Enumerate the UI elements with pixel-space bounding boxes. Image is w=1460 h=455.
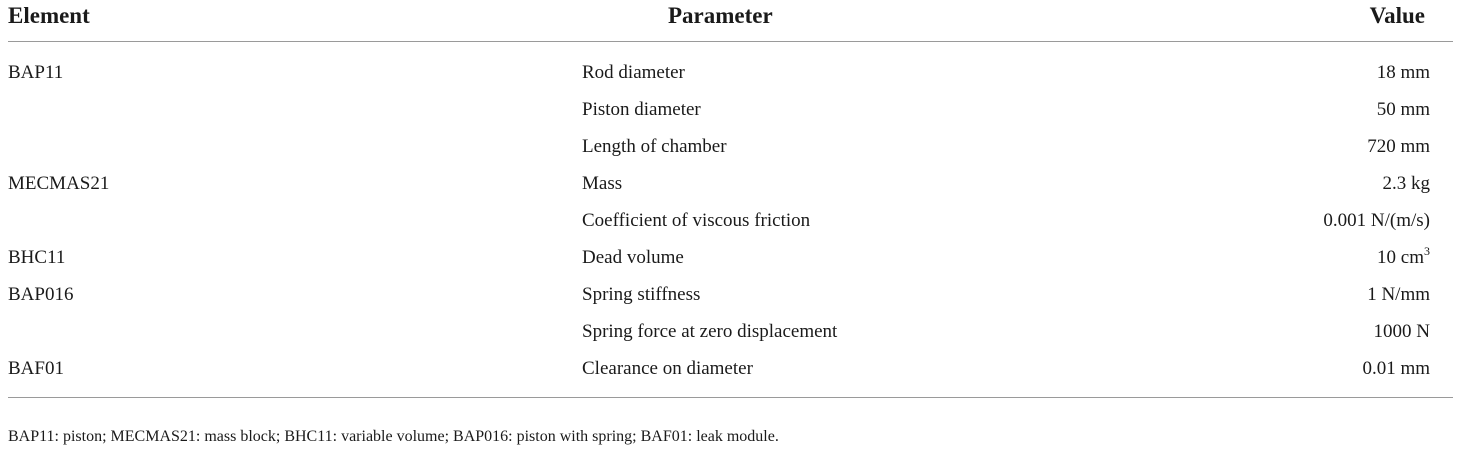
table-row [8,313,1453,350]
cell-element: BAF01 [8,350,582,398]
cell-element: MECMAS21 [8,172,110,194]
cell-element: BAP016 [8,283,74,305]
header-value: Value [1140,0,1453,42]
table-body [8,42,1453,398]
cell-parameter: Piston diameter [582,98,701,120]
cell-value: 1 N/mm [1367,283,1430,305]
cell-parameter: Dead volume [582,246,684,268]
cell-element [8,313,582,350]
cell-value: 0.01 mm [1140,350,1453,398]
cell-parameter: Spring stiffness [582,283,701,305]
cell-parameter: Spring force at zero displacement [582,320,838,342]
header-row [8,0,1453,42]
cell-parameter: Length of chamber [582,135,727,157]
parameter-table [8,0,1453,398]
table-footnote: BAP11: piston; MECMAS21: mass block; BHC11: variable volume; BAP016: piston with spring; BAF01: leak module. [8,428,779,445]
cell-element [8,91,582,128]
cell-value: 50 mm [1376,98,1430,120]
cell-parameter: Coefficient of viscous friction [582,209,811,231]
cell-value [1140,239,1453,276]
header-parameter: Parameter [582,0,1140,42]
cell-element: BAP11 [8,61,64,83]
cell-value: 2.3 kg [1382,172,1430,194]
table-row [8,239,1453,276]
superscript-exponent: 3 [1424,243,1430,258]
cell-element: BHC11 [8,246,66,268]
cell-element [8,128,582,165]
cell-value: 720 mm [1367,135,1430,157]
table-row [8,91,1453,128]
table-row [8,276,1453,313]
cell-element [8,202,582,239]
cell-value: 1000 N [1373,320,1430,342]
table-header [8,0,1453,42]
table-row [8,42,1453,92]
table-row [8,202,1453,239]
parameter-table-container [8,0,1453,398]
cell-value: 18 mm [1376,61,1430,83]
cell-parameter: Mass [582,172,623,194]
cell-parameter: Rod diameter [582,61,685,83]
table-row [8,128,1453,165]
cell-parameter: Clearance on diameter [582,350,1140,398]
cell-value: 0.001 N/(m/s) [1323,209,1430,231]
table-row [8,165,1453,202]
table-row [8,350,1453,398]
cell-value-text: 10 cm [1377,246,1424,268]
header-element: Element [8,0,582,42]
